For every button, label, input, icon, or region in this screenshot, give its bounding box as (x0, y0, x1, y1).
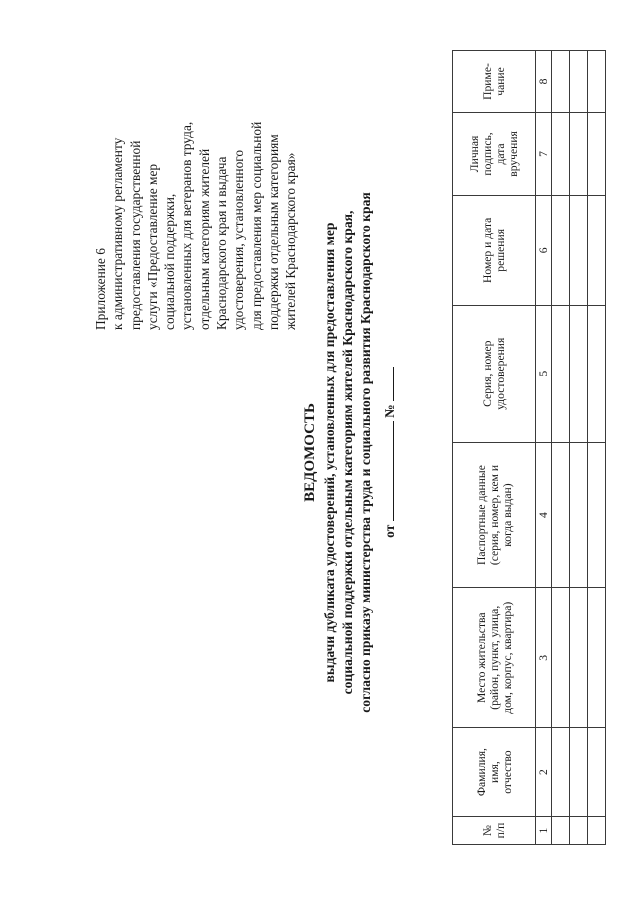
appendix-line: жителей Краснодарского края» (283, 152, 299, 330)
table-cell (570, 305, 588, 442)
table-cell (588, 51, 606, 113)
column-number: 3 (536, 588, 552, 728)
table-cell (588, 728, 606, 817)
column-number: 2 (536, 728, 552, 817)
table-row (552, 51, 570, 845)
column-number: 1 (536, 817, 552, 845)
title-line-3: согласно приказу министерства труда и социального развития Краснодарского края (358, 192, 373, 713)
appendix-line: Краснодарского края и выдача (214, 156, 230, 330)
column-header: № п/п (453, 817, 536, 845)
appendix-line: услуги «Предоставление мер (144, 163, 160, 330)
appendix-line: поддержки отдельным категориям (265, 134, 281, 330)
table-cell (552, 305, 570, 442)
column-header: Личная подпись, дата вручения (453, 112, 536, 195)
table-cell (552, 51, 570, 113)
table-cell (588, 817, 606, 845)
table-row (570, 51, 588, 845)
appendix-block (92, 10, 300, 330)
date-number-line (380, 0, 398, 905)
title-line-2: социальной поддержки отдельным категориям жителей Краснодарского края, (340, 210, 355, 695)
appendix-line: предоставления государственной (127, 140, 143, 330)
table-cell (570, 817, 588, 845)
table-cell (552, 588, 570, 728)
column-number-row (536, 51, 552, 845)
table-cell (570, 51, 588, 113)
table-cell (552, 817, 570, 845)
column-number: 6 (536, 195, 552, 305)
table-cell (570, 588, 588, 728)
column-header: Номер и дата решения (453, 195, 536, 305)
appendix-line: социальной поддержки, (162, 193, 178, 330)
table-cell (552, 728, 570, 817)
table-cell (570, 728, 588, 817)
table-cell (588, 305, 606, 442)
table-cell (552, 442, 570, 588)
register-table (452, 50, 606, 845)
table-cell (552, 195, 570, 305)
table-row (588, 51, 606, 845)
column-number: 4 (536, 442, 552, 588)
column-header: Серия, номер удостоверения (453, 305, 536, 442)
table-cell (588, 112, 606, 195)
table-cell (570, 442, 588, 588)
table-header-row (453, 51, 536, 845)
column-number: 5 (536, 305, 552, 442)
column-number: 8 (536, 51, 552, 113)
date-blank (380, 421, 394, 521)
table-cell (588, 442, 606, 588)
table-cell (588, 588, 606, 728)
column-header: Приме- чание (453, 51, 536, 113)
appendix-line: для предоставления мер социальной (248, 121, 264, 330)
appendix-line: удостоверения, установленного (231, 149, 247, 330)
number-blank (380, 367, 394, 401)
number-label: № (382, 404, 397, 418)
table-cell (552, 112, 570, 195)
appendix-line: отдельным категориям жителей (196, 148, 212, 330)
appendix-line: к административному регламенту (110, 137, 126, 330)
title-line-1: выдачи дубликата удостоверений, установленных для предоставления мер (322, 222, 337, 683)
appendix-line: Приложение 6 (93, 248, 108, 330)
column-number: 7 (536, 112, 552, 195)
column-header: Место жительства (район, пункт, улица, дом, корпус, квартира) (453, 588, 536, 728)
table-cell (588, 195, 606, 305)
column-header: Фамилия, имя, отчество (453, 728, 536, 817)
column-header: Паспортные данные (серия, номер, кем и когда выдан) (453, 442, 536, 588)
table-cell (570, 112, 588, 195)
from-label: от (382, 524, 397, 538)
appendix-line: установленных для ветеранов труда, (179, 121, 195, 330)
table-cell (570, 195, 588, 305)
document-title: ВЕДОМОСТЬ (302, 403, 318, 502)
